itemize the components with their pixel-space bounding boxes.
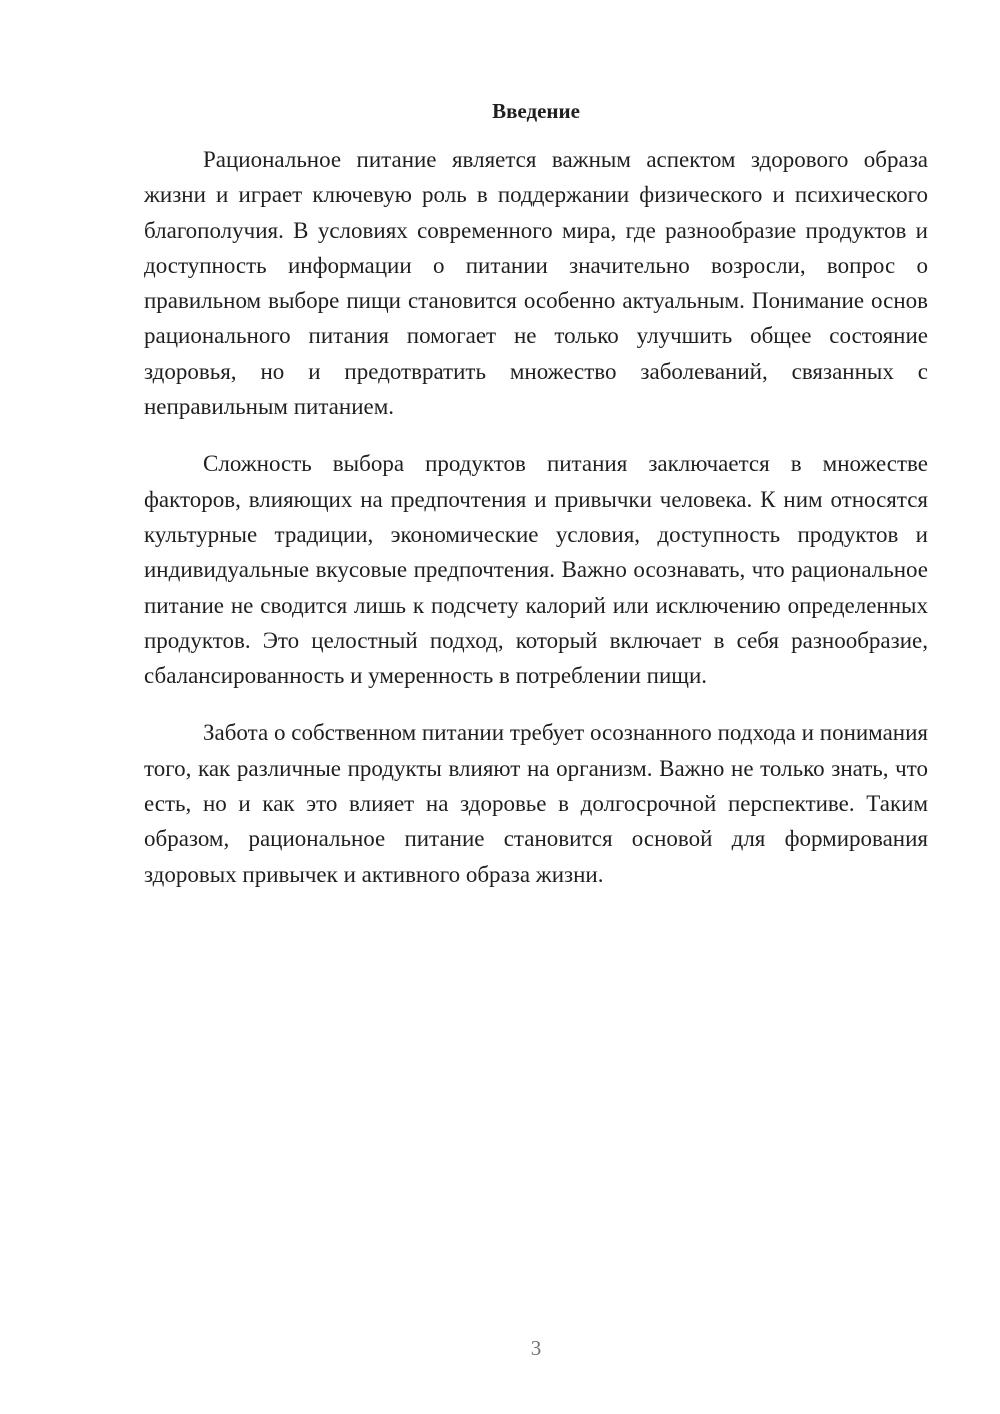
body-text: [144, 142, 928, 914]
paragraph-2: Сложность выбора продуктов питания заключается в множестве факторов, влияющих на предпочтения и привычки человека. К ним относятся культурные традиции, экономические условия, доступность продуктов и индивидуальные вкусовые предпочтения. Важно осознавать, что рациональное питание не сводится лишь к подсчету калорий или исключению определенных продуктов. Это целостный подход, который включает в себя разнообразие, сбалансированность и умеренность в потреблении пищи.: [144, 451, 928, 689]
section-heading: Введение: [492, 99, 580, 123]
paragraph-3: Забота о собственном питании требует осознанного подхода и понимания того, как различные продукты влияют на организм. Важно не только знать, что есть, но и как это влияет на здоровье в долгосрочной перспективе. Таким образом, рациональное питание становится основой для формирования здоровых привычек и активного образа жизни.: [144, 720, 928, 887]
page-number: 3: [530, 1336, 542, 1360]
paragraph-1: Рациональное питание является важным аспектом здорового образа жизни и играет ключевую роль в поддержании физического и психического благополучия. В условиях современного мира, где разнообразие продуктов и доступность информации о питании значительно возросли, вопрос о правильном выборе пищи становится особенно актуальным. Понимание основ рационального питания помогает не только улучшить общее состояние здоровья, но и предотвратить множество заболеваний, связанных с неправильным питанием.: [144, 147, 928, 420]
